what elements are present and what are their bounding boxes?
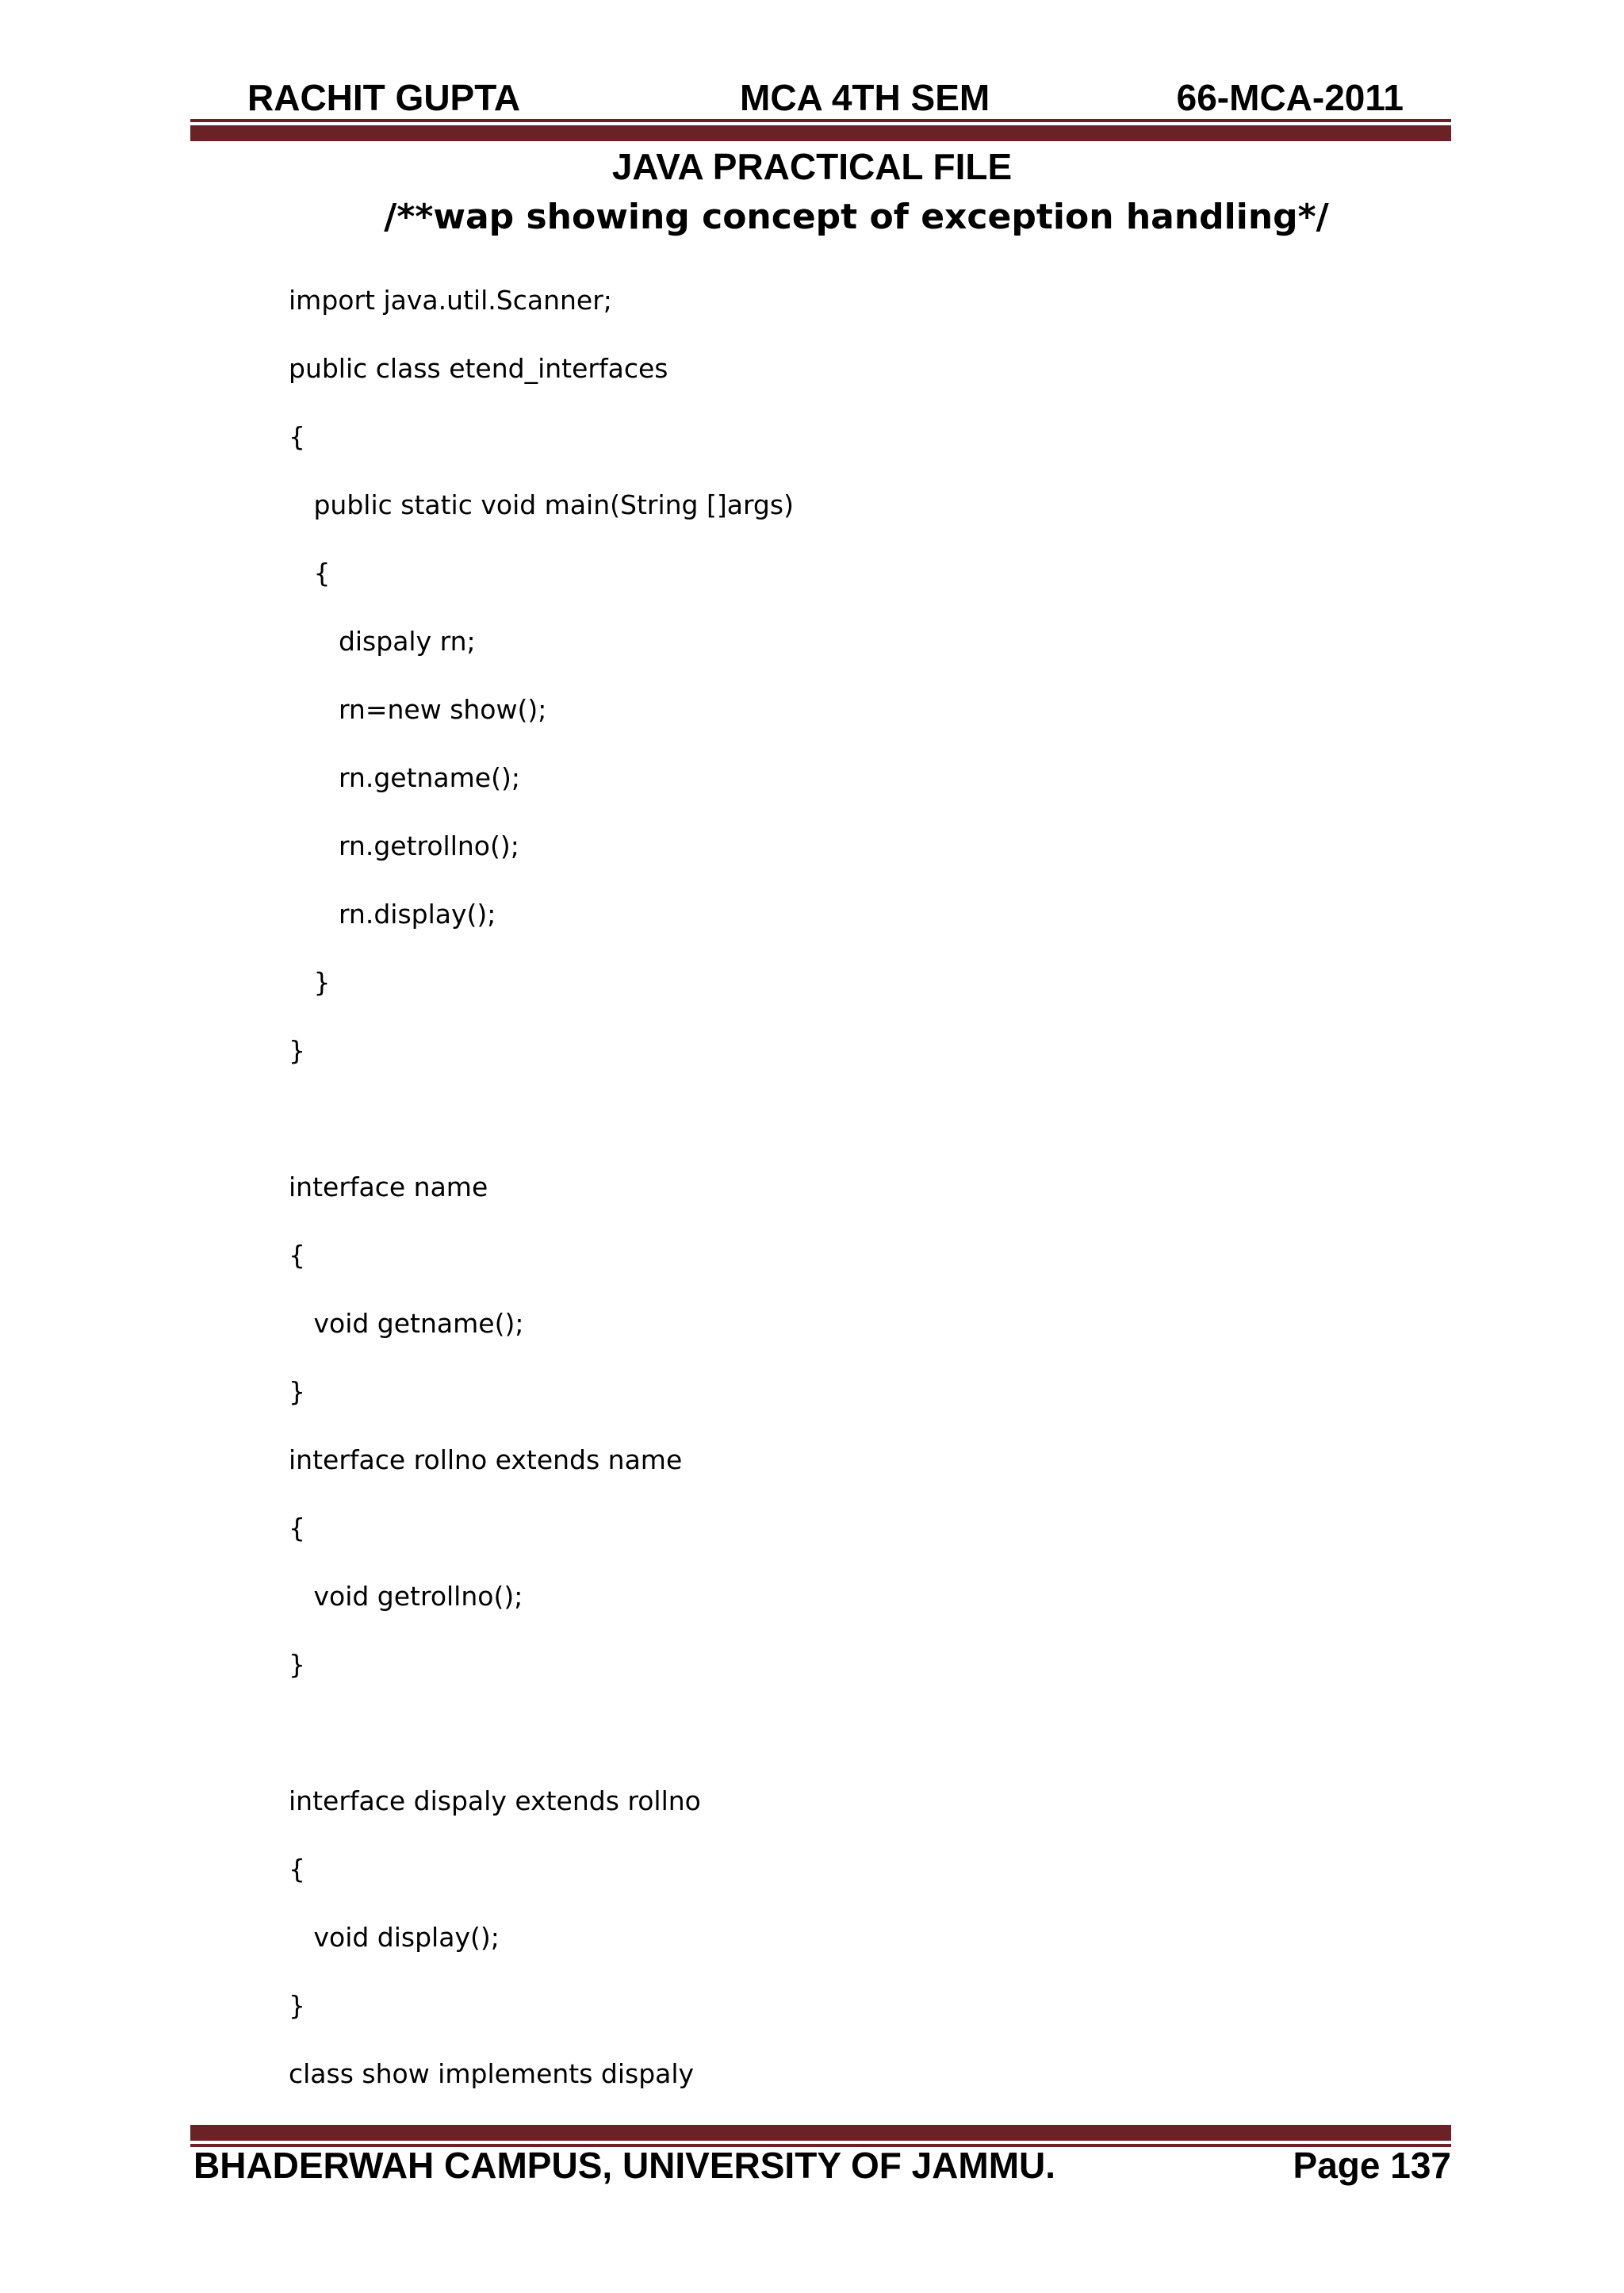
header-divider-thin <box>190 119 1451 122</box>
program-description: /**wap showing concept of exception handling*/ <box>384 197 1329 237</box>
code-line: } <box>289 1990 305 2021</box>
header-semester: MCA 4TH SEM <box>740 77 990 118</box>
header-roll-number: 66-MCA-2011 <box>1176 77 1404 118</box>
code-line: { <box>289 421 305 452</box>
page-footer <box>190 2138 1451 2193</box>
header-divider-thick <box>190 125 1451 141</box>
footer-campus: BHADERWAH CAMPUS, UNIVERSITY OF JAMMU. <box>193 2145 1056 2186</box>
page-header <box>190 70 1451 125</box>
code-line: interface dispaly extends rollno <box>289 1785 701 1816</box>
code-line: rn=new show(); <box>289 694 547 725</box>
code-line: } <box>289 967 331 998</box>
code-line: public static void main(String []args) <box>289 489 794 520</box>
header-student-name: RACHIT GUPTA <box>247 77 521 118</box>
code-line: public class etend_interfaces <box>289 353 668 384</box>
code-line: class show implements dispaly <box>289 2058 695 2089</box>
code-line: } <box>289 1376 305 1407</box>
code-line: dispaly rn; <box>289 626 476 657</box>
code-line <box>289 1085 794 1153</box>
code-line: void getname(); <box>289 1308 524 1339</box>
code-line: rn.display(); <box>289 899 496 930</box>
code-line: void display(); <box>289 1922 500 1953</box>
code-line: interface rollno extends name <box>289 1444 683 1475</box>
code-line: { <box>289 558 331 589</box>
code-line: } <box>289 1649 305 1680</box>
code-line: rn.getrollno(); <box>289 830 519 861</box>
code-line: rn.getname(); <box>289 762 520 793</box>
code-line <box>289 1699 794 1767</box>
code-line: } <box>289 1035 305 1066</box>
code-line: import java.util.Scanner; <box>289 285 612 316</box>
code-line: { <box>289 1513 305 1543</box>
code-line: { <box>289 1854 305 1885</box>
code-line: interface name <box>289 1171 488 1202</box>
code-line: { <box>289 1240 305 1271</box>
page-title: JAVA PRACTICAL FILE <box>611 146 1013 187</box>
code-listing <box>289 266 794 2108</box>
code-line: void getrollno(); <box>289 1581 523 1612</box>
page-number: Page 137 <box>1293 2145 1451 2186</box>
